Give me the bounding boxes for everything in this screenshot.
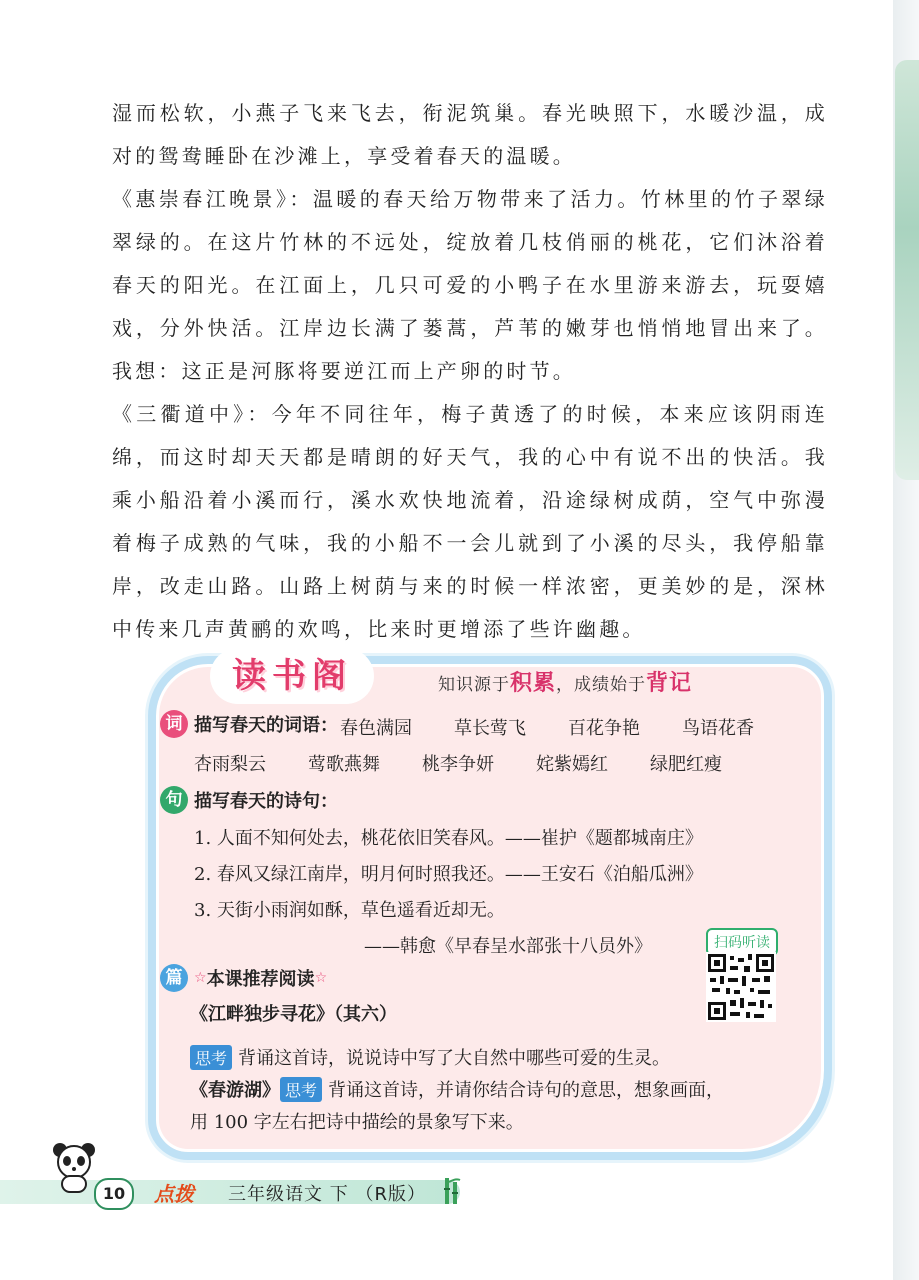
scan-to-listen-label: 扫码听读 xyxy=(706,928,778,956)
second-poem-title: 《春游湖》 xyxy=(190,1080,280,1101)
reading-box-motto xyxy=(438,666,692,697)
motto-text-1: 知识源于 xyxy=(438,675,510,695)
words-row-2 xyxy=(194,750,722,776)
panda-icon xyxy=(50,1142,98,1194)
ju-icon: 句 xyxy=(160,786,188,814)
word-item: 桃李争妍 xyxy=(422,754,494,775)
paragraph-2: 《惠崇春江晚景》：温暖的春天给万物带来了活力。竹林里的竹子翠绿翠绿的。在这片竹林的不远处，绽放着几枝俏丽的桃花，它们沐浴着春天的阳光。在江面上，几只可爱的小鸭子在水里游来游去，玩耍嬉戏，分外快活。江岸边长满了蒌蒿，芦苇的嫩芽也悄悄地冒出来了。我想：这正是河豚将要逆江而上产卵的时节。 xyxy=(112,187,828,383)
poem-line-3: 3. 天街小雨润如酥，草色遥看近却无。 xyxy=(194,900,505,921)
poem-3-source: ——韩愈《早春呈水部张十八员外》 xyxy=(364,936,652,957)
think-text-1: 背诵这首诗，说说诗中写了大自然中哪些可爱的生灵。 xyxy=(238,1048,671,1069)
think-tag: 思考 xyxy=(280,1077,322,1102)
think-text-2: 背诵这首诗，并请你结合诗句的意思，想象画面， xyxy=(328,1080,725,1101)
think-line-2 xyxy=(190,1076,724,1102)
motto-highlight-1: 积累 xyxy=(510,671,557,696)
word-item: 杏雨梨云 xyxy=(194,754,266,775)
book-title: 三年级语文 下 （R版） xyxy=(228,1184,426,1205)
poem-line-2: 2. 春风又绿江南岸，明月何时照我还。——王安石《泊船瓜洲》 xyxy=(194,864,703,885)
bamboo-icon xyxy=(440,1176,462,1206)
paragraph-1: 湿而松软，小燕子飞来飞去，衔泥筑巢。春光映照下，水暖沙温，成对的鸳鸯睡卧在沙滩上，享受着春天的温暖。 xyxy=(112,101,828,168)
think-line-3: 用 100 字左右把诗中描绘的景象写下来。 xyxy=(190,1112,524,1133)
star-icon: ☆ xyxy=(314,970,328,986)
page-edge-illustration xyxy=(895,60,919,480)
motto-highlight-2: 背记 xyxy=(646,671,693,696)
page-number: 10 xyxy=(94,1178,134,1210)
ci-icon: 词 xyxy=(160,710,188,738)
word-item: 春色满园 xyxy=(340,718,412,739)
pian-icon: 篇 xyxy=(160,964,188,992)
think-tag: 思考 xyxy=(190,1045,232,1070)
brand-logo: 点拨 xyxy=(154,1182,194,1206)
reading-box-title: 读书阁 xyxy=(210,648,374,704)
verses-section-title: 描写春天的诗句： xyxy=(194,791,338,812)
section-reading xyxy=(160,964,327,992)
section-verses xyxy=(160,786,338,814)
words-section-title: 描写春天的词语： xyxy=(194,715,338,736)
word-item: 鸟语花香 xyxy=(682,718,754,739)
think-line-1 xyxy=(190,1044,670,1070)
poem-line-1: 1. 人面不知何处去，桃花依旧笑春风。——崔护《题都城南庄》 xyxy=(194,828,703,849)
reading-section-title: 本课推荐阅读 xyxy=(206,969,315,990)
word-item: 莺歌燕舞 xyxy=(308,754,380,775)
word-item: 百花争艳 xyxy=(568,718,640,739)
recommended-poem-title: 《江畔独步寻花》（其六） xyxy=(190,1004,397,1025)
word-item: 草长莺飞 xyxy=(454,718,526,739)
motto-text-2: ，成绩始于 xyxy=(556,675,647,695)
word-item: 绿肥红瘦 xyxy=(650,754,722,775)
paragraph-3: 《三衢道中》：今年不同往年，梅子黄透了的时候，本来应该阴雨连绵，而这时却天天都是晴朗的好天气，我的心中有说不出的快活。我乘小船沿着小溪而行，溪水欢快地流着，沿途绿树成荫，空气中弥漫着梅子成熟的气味，我的小船不一会儿就到了小溪的尽头，我停船靠岸，改走山路。山路上树荫与来的时候一样浓密，更美妙的是，深林中传来几声黄鹂的欢鸣，比来时更增添了些许幽趣。 xyxy=(112,402,828,641)
body-text xyxy=(112,92,828,651)
star-icon: ☆ xyxy=(194,970,207,986)
word-item: 姹紫嫣红 xyxy=(536,754,608,775)
section-words xyxy=(160,710,338,738)
qr-code[interactable] xyxy=(706,952,776,1022)
words-row-1 xyxy=(340,714,754,740)
